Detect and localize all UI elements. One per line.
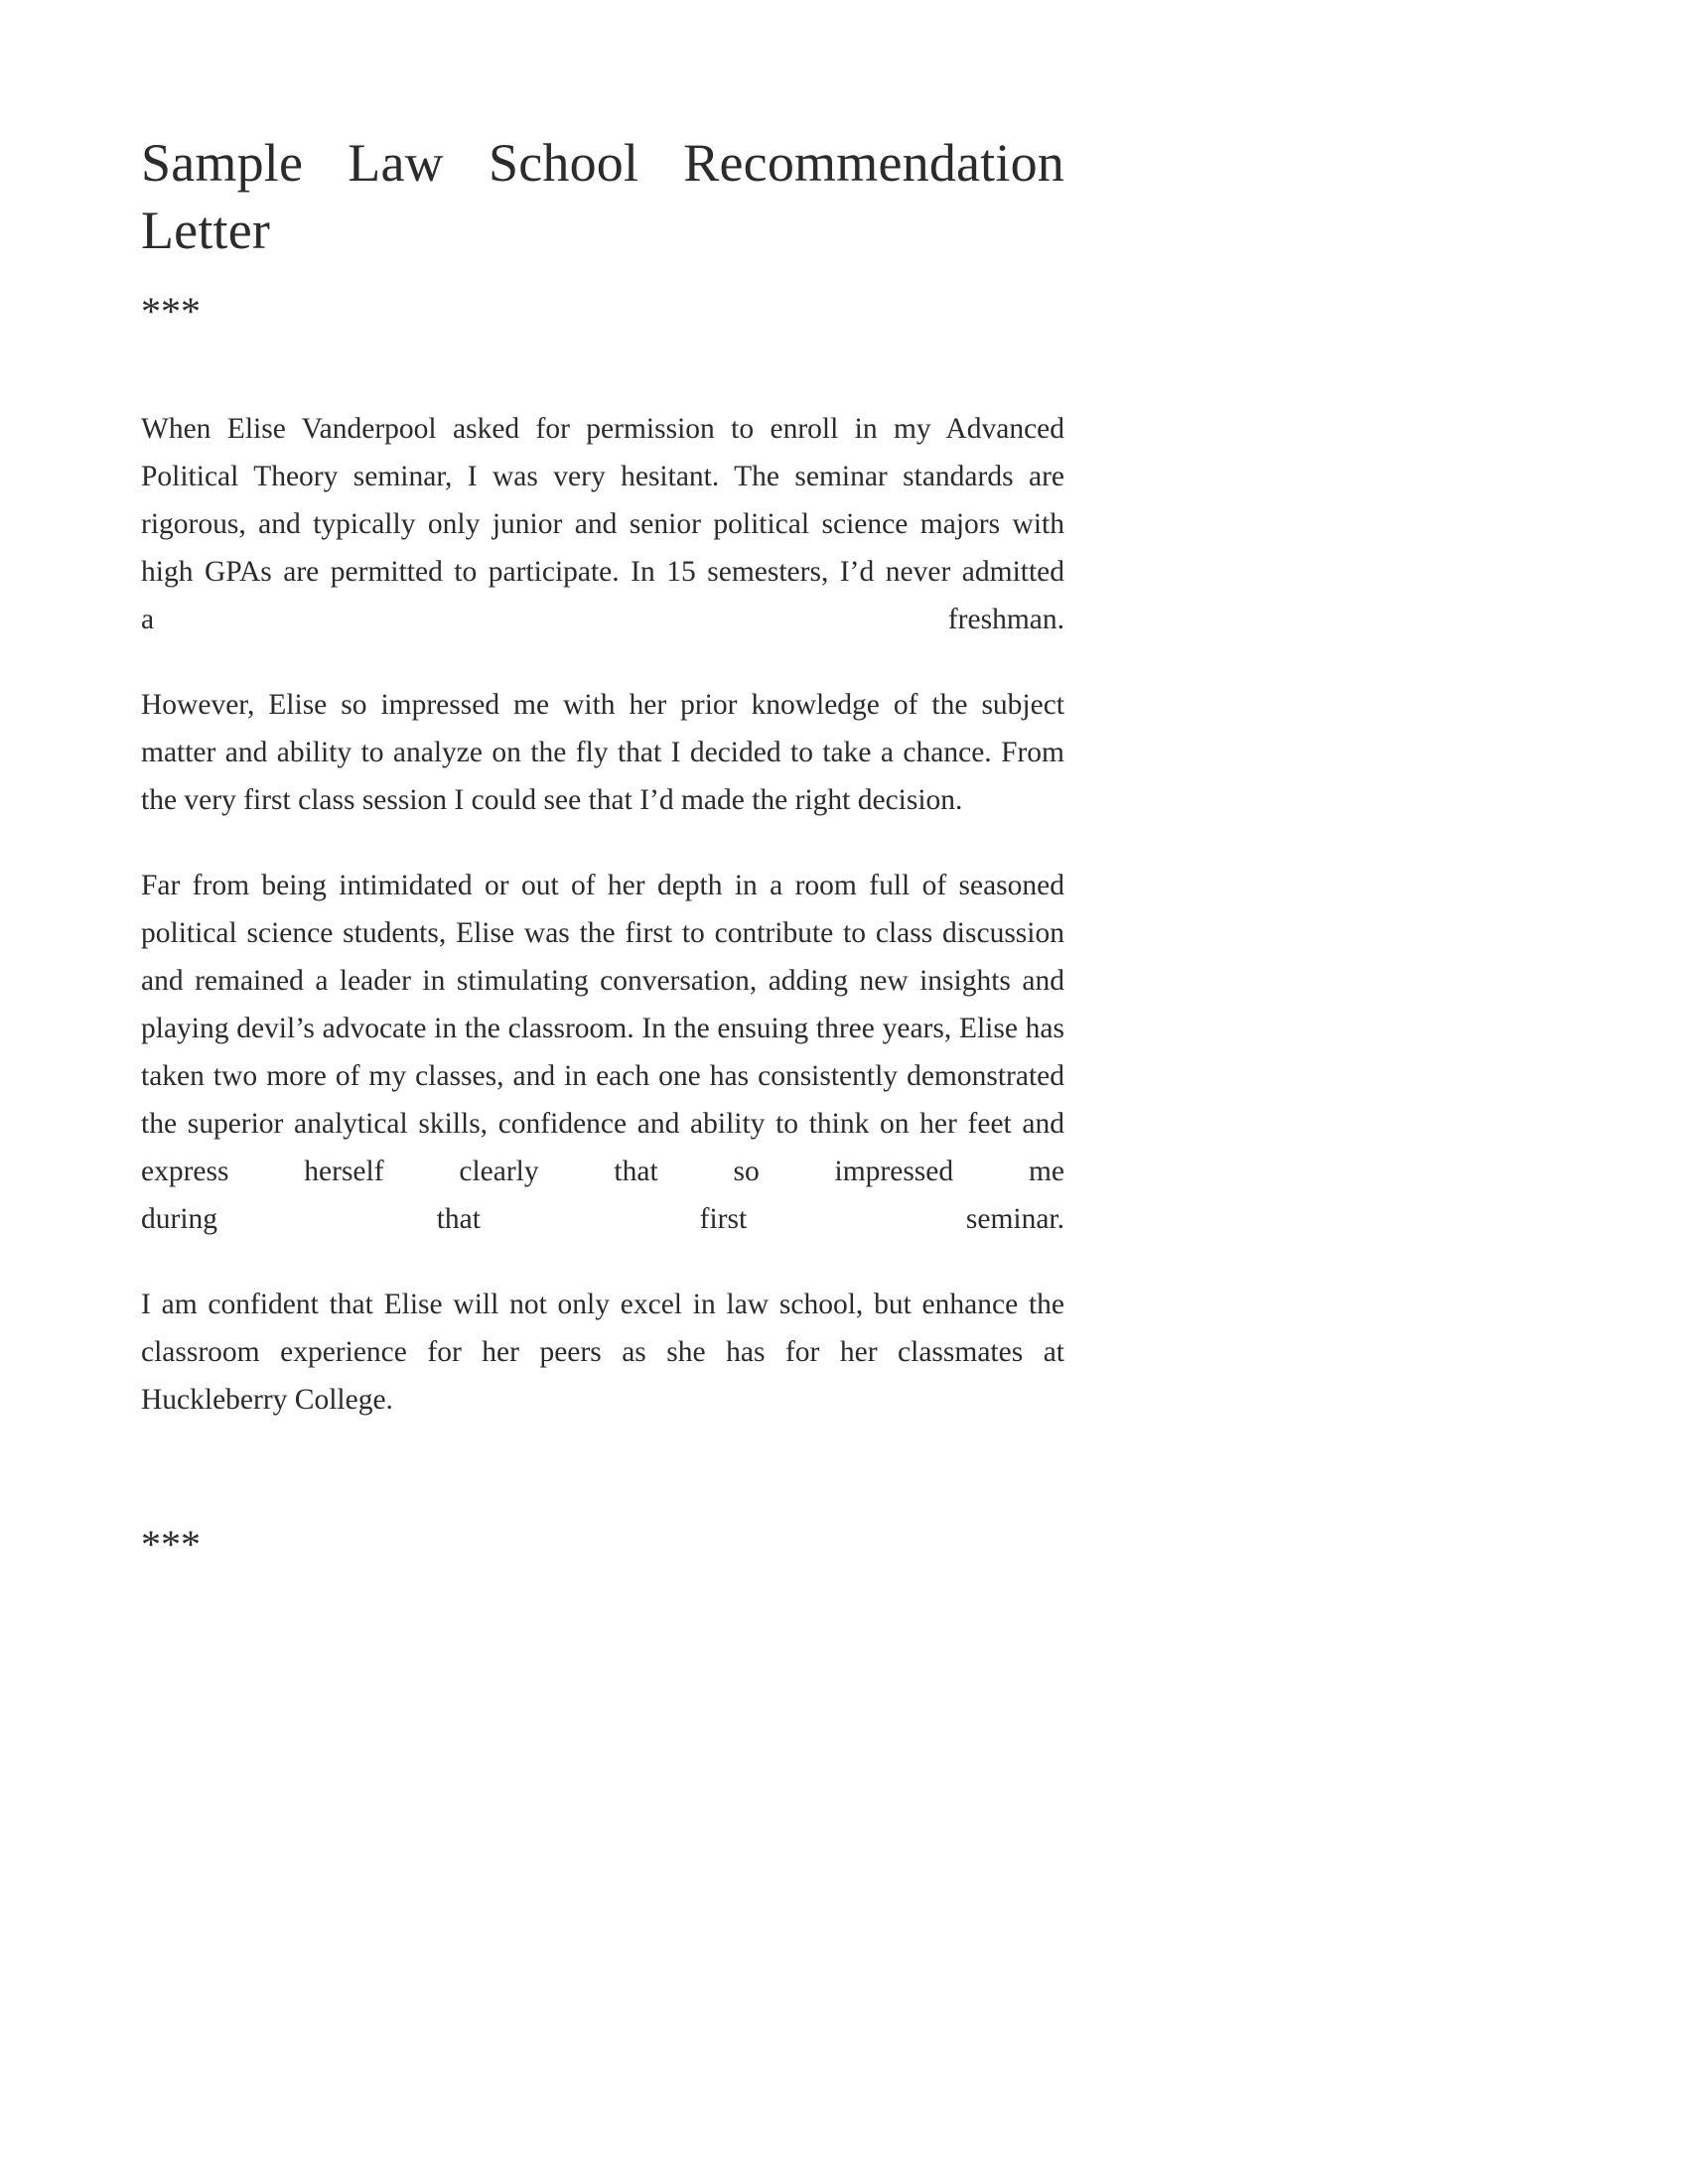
paragraph-4 <box>141 1281 1064 1424</box>
paragraph-2-body: However, Elise so impressed me with her prior knowledge of the subject matter and ability to analyze on the fly that I decided to take a chance. From the very first class session I could see that I’d made the right decision. <box>141 689 1064 816</box>
page-title-line-2: Letter <box>141 201 271 260</box>
paragraph-4-body: I am confident that Elise will not only excel in law school, but enhance the classroom experience for her peers as she has for her classmates at Huckleberry College. <box>141 1289 1064 1416</box>
divider-asterisks-top: *** <box>141 289 201 334</box>
paragraph-3-tail-word-3: first <box>699 1203 748 1235</box>
page-title <box>141 117 1064 264</box>
paragraph-1 <box>141 405 1064 643</box>
document-content <box>141 117 1064 1570</box>
paragraph-3-tail <box>141 1195 1064 1243</box>
paragraph-1-tail-right: freshman. <box>947 604 1064 635</box>
paragraph-2 <box>141 681 1064 824</box>
divider-asterisks-bottom: *** <box>141 1522 201 1567</box>
paragraph-3-tail-word-1: during <box>141 1203 218 1235</box>
paragraph-1-tail-left: a <box>141 604 155 635</box>
page-title-line-1: Sample Law School Recommendation <box>141 133 1064 193</box>
paragraph-1-body: When Elise Vanderpool asked for permission to enroll in my Advanced Political Theory seminar, I was very hesitant. The seminar standards are rigorous, and typically only junior and senior political science majors with high GPAs are permitted to participate. In 15 semesters, I’d never admitted <box>141 413 1064 588</box>
paragraph-3-tail-word-4: seminar. <box>965 1203 1065 1235</box>
paragraph-3-body: Far from being intimidated or out of her depth in a room full of seasoned political science students, Elise was the first to contribute to class discussion and remained a leader in stimulating conversation, adding new insights and playing devil’s advocate in the classroom. In the ensuing three years, Elise has taken two more of my classes, and in each one has consistently demonstrated the superior analytical skills, confidence and ability to think on her feet and express herself clearly that so impressed me <box>141 870 1064 1187</box>
paragraph-3 <box>141 862 1064 1243</box>
paragraph-1-tail <box>141 596 1064 643</box>
paragraph-3-tail-word-2: that <box>436 1203 481 1235</box>
